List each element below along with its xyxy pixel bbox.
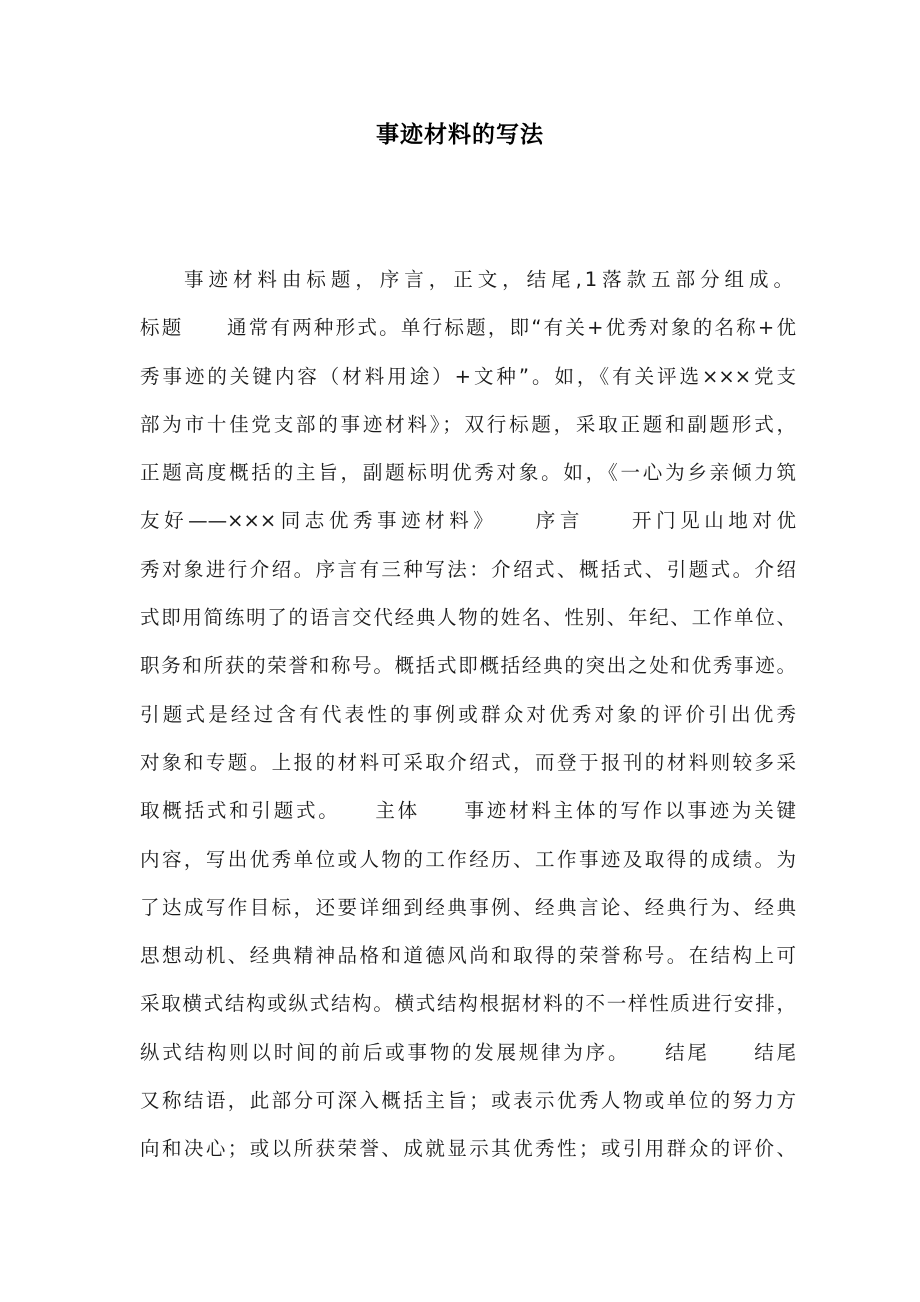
body-line-3: 秀事迹的关键内容（材料用途）+文种”。如，《有关评选×××党支 bbox=[140, 364, 796, 388]
body-line-14: 了达成写作目标，还要详细到经典事例、经典言论、经典行为、经典 bbox=[140, 895, 796, 919]
body-line-11: 对象和专题。上报的材料可采取介绍式，而登于报刊的材料则较多采 bbox=[140, 750, 796, 774]
body-line-4: 部为市十佳党支部的事迹材料》；双行标题，采取正题和副题形式， bbox=[140, 412, 796, 436]
body-line-8: 式即用简练明了的语言交代经典人物的姓名、性别、年纪、工作单位、 bbox=[140, 606, 796, 630]
body-line-1: 事迹材料由标题，序言，正文，结尾,1落款五部分组成。 bbox=[184, 268, 796, 291]
body-line-9: 职务和所获的荣誉和称号。概括式即概括经典的突出之处和优秀事迹。 bbox=[140, 654, 796, 678]
body-line-17: 纵式结构则以时间的前后或事物的发展规律为序。 结尾 结尾 bbox=[140, 1040, 796, 1064]
body-line-16: 采取横式结构或纵式结构。横式结构根据材料的不一样性质进行安排， bbox=[140, 992, 796, 1016]
body-line-6: 友好——×××同志优秀事迹材料》 序言 开门见山地对优 bbox=[140, 509, 796, 533]
document-title: 事迹材料的写法 bbox=[376, 122, 544, 148]
body-line-7: 秀对象进行介绍。序言有三种写法：介绍式、概括式、引题式。介绍 bbox=[140, 557, 796, 581]
document-body bbox=[140, 263, 796, 1181]
body-line-12: 取概括式和引题式。 主体 事迹材料主体的写作以事迹为关键 bbox=[140, 799, 796, 823]
body-line-19: 向和决心；或以所获荣誉、成就显示其优秀性；或引用群众的评价、 bbox=[140, 1137, 796, 1161]
body-line-18: 又称结语，此部分可深入概括主旨；或表示优秀人物或单位的努力方 bbox=[140, 1089, 796, 1113]
body-line-10: 引题式是经过含有代表性的事例或群众对优秀对象的评价引出优秀 bbox=[140, 702, 796, 726]
body-line-15: 思想动机、经典精神品格和道德风尚和取得的荣誉称号。在结构上可 bbox=[140, 944, 796, 968]
body-line-2: 标题 通常有两种形式。单行标题，即“有关+优秀对象的名称+优 bbox=[140, 316, 796, 340]
body-line-13: 内容，写出优秀单位或人物的工作经历、工作事迹及取得的成绩。为 bbox=[140, 847, 796, 871]
body-line-5: 正题高度概括的主旨，副题标明优秀对象。如，《一心为乡亲倾力筑 bbox=[140, 461, 796, 485]
